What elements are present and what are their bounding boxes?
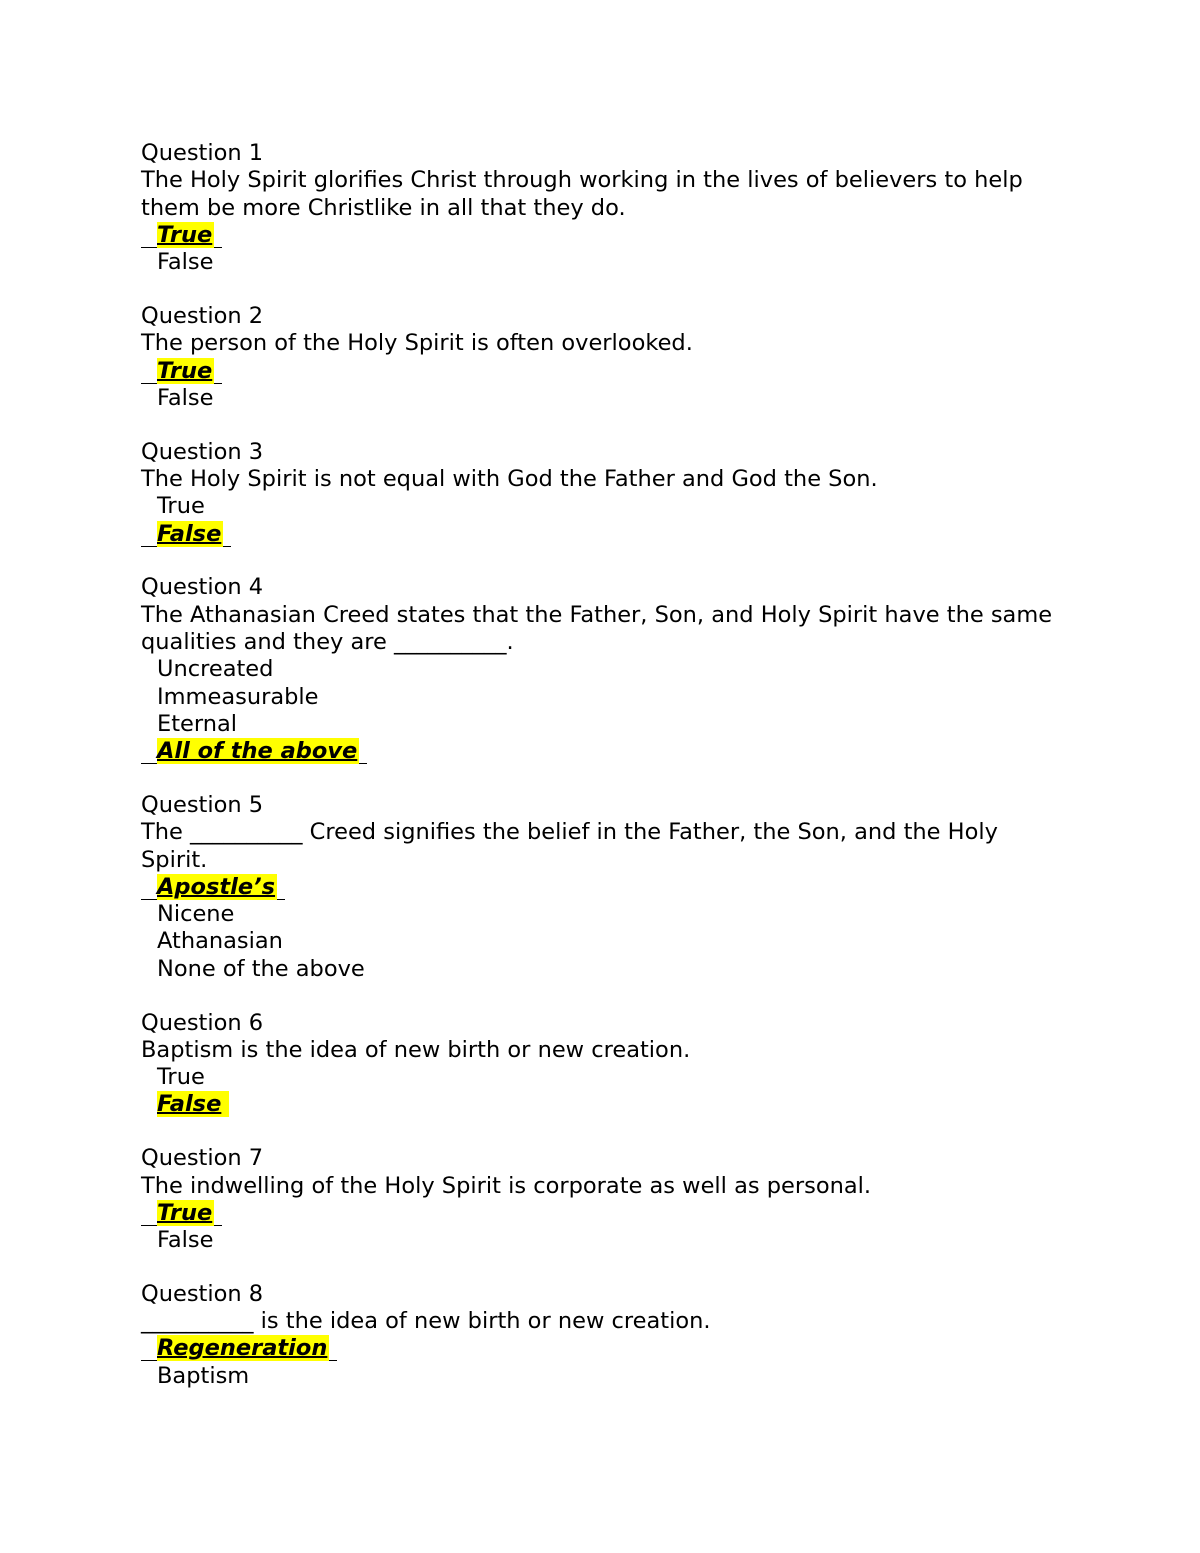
question-prompt: The Holy Spirit glorifies Christ through working in the lives of believers to help them be more Christlike in all that they do. bbox=[141, 167, 1023, 221]
answer-option-correct bbox=[141, 1091, 1061, 1118]
question-prompt: The indwelling of the Holy Spirit is corporate as well as personal. bbox=[141, 1172, 872, 1199]
highlighted-answer: Regeneration bbox=[157, 1335, 328, 1362]
answer-option-label: True bbox=[157, 493, 205, 520]
answer-option bbox=[141, 1363, 1061, 1390]
highlighted-answer: False bbox=[157, 1091, 229, 1117]
answer-option bbox=[141, 956, 1061, 983]
answer-option bbox=[141, 684, 1061, 711]
highlighted-answer: True bbox=[157, 221, 213, 248]
answer-option-label: Athanasian bbox=[157, 928, 283, 955]
question-title: Question 7 bbox=[141, 1145, 264, 1172]
answer-option-correct bbox=[141, 1335, 1061, 1362]
answer-option-correct bbox=[141, 222, 1061, 249]
highlighted-answer: Apostle’s bbox=[157, 873, 276, 900]
question-3 bbox=[141, 439, 1061, 548]
answer-option bbox=[141, 901, 1061, 928]
highlighted-answer: True bbox=[157, 357, 213, 384]
answer-option-label: True bbox=[157, 1064, 205, 1091]
question-prompt: The person of the Holy Spirit is often overlooked. bbox=[141, 330, 693, 357]
answer-option-correct bbox=[141, 874, 1061, 901]
answer-option bbox=[141, 656, 1061, 683]
answer-option bbox=[141, 1064, 1061, 1091]
answer-option-label: False bbox=[157, 249, 214, 276]
question-title: Question 6 bbox=[141, 1009, 264, 1036]
answer-option bbox=[141, 385, 1061, 412]
answer-option bbox=[141, 928, 1061, 955]
question-7 bbox=[141, 1145, 1061, 1254]
answer-option-correct bbox=[141, 358, 1061, 385]
answer-option-label: Immeasurable bbox=[157, 683, 319, 710]
question-prompt: Baptism is the idea of new birth or new creation. bbox=[141, 1036, 691, 1063]
question-5 bbox=[141, 792, 1061, 983]
answer-option-label: Uncreated bbox=[157, 656, 274, 683]
highlighted-answer: True bbox=[157, 1199, 213, 1226]
question-title: Question 1 bbox=[141, 140, 264, 166]
question-title: Question 5 bbox=[141, 791, 264, 818]
answer-option-label: Baptism bbox=[157, 1362, 250, 1389]
question-1 bbox=[141, 140, 1061, 276]
answer-option-label: Nicene bbox=[157, 901, 235, 928]
answer-option-label: None of the above bbox=[157, 955, 365, 982]
question-prompt: The Athanasian Creed states that the Father, Son, and Holy Spirit have the same qualities and they are __________. bbox=[141, 601, 1053, 655]
answer-option bbox=[141, 1227, 1061, 1254]
question-title: Question 8 bbox=[141, 1280, 264, 1307]
question-title: Question 3 bbox=[141, 438, 264, 465]
answer-option-label: Eternal bbox=[157, 710, 238, 737]
answer-option-correct bbox=[141, 521, 1061, 548]
answer-option-label: False bbox=[157, 1227, 214, 1254]
answer-option bbox=[141, 711, 1061, 738]
answer-option bbox=[141, 249, 1061, 276]
answer-option-correct bbox=[141, 738, 1061, 765]
highlighted-answer: False bbox=[157, 520, 222, 547]
highlighted-answer: All of the above bbox=[157, 738, 358, 765]
question-2 bbox=[141, 303, 1061, 412]
document-page bbox=[141, 140, 1061, 1417]
question-4 bbox=[141, 574, 1061, 765]
answer-option bbox=[141, 493, 1061, 520]
question-8 bbox=[141, 1281, 1061, 1390]
question-6 bbox=[141, 1010, 1061, 1119]
question-prompt: The Holy Spirit is not equal with God the Father and God the Son. bbox=[141, 465, 878, 492]
question-prompt: __________ is the idea of new birth or new creation. bbox=[141, 1308, 711, 1335]
answer-option-correct bbox=[141, 1200, 1061, 1227]
answer-option-label: False bbox=[157, 384, 214, 411]
question-title: Question 4 bbox=[141, 574, 264, 601]
question-prompt: The __________ Creed signifies the belief in the Father, the Son, and the Holy Spirit. bbox=[141, 819, 998, 873]
question-title: Question 2 bbox=[141, 302, 264, 329]
